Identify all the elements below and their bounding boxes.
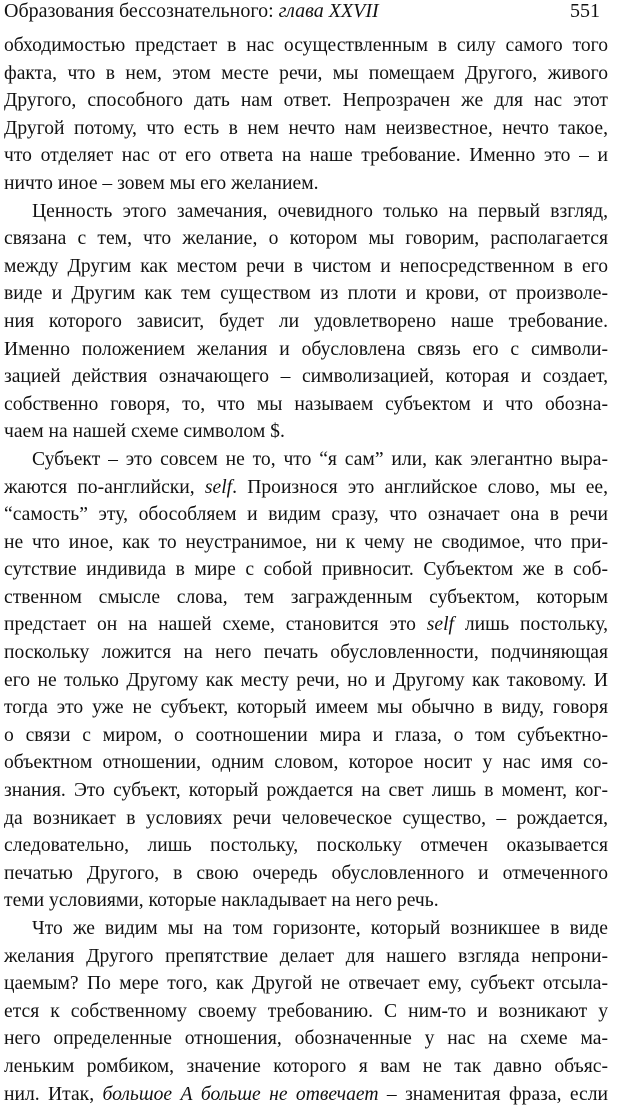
text-line: да возникает в условиях речи человеческое существо, – рождается, [4,807,608,829]
text-line: “самость” эту, обособляем и видим сразу, что означает она в речи [4,504,608,526]
paragraph [4,198,608,446]
running-title [4,0,379,22]
text-line: собственно говоря, то, что мы называем субъектом и что обозна- [4,393,608,415]
text-line: что отделяет нас от его ответа на наше требование. Именно это – и [4,145,608,167]
text-line: Другой потому, что есть в нем нечто нам неизвестное, нечто такое, [4,117,608,139]
body-text [4,32,608,1108]
text-line: цаемым? По мере того, как Другой не отвечает ему, субъект отсыла- [4,973,608,995]
text-line: связана с тем, что желание, о котором мы говорим, располагается [4,228,608,250]
text-line: не что иное, как то неустранимое, ни к чему не сводимое, что при- [4,531,608,553]
text-line: знания. Это субъект, который рождается на свет лишь в момент, ког- [4,780,608,802]
running-title-chapter: глава XXVII [278,0,379,22]
text-line: Что же видим мы на том горизонте, который возникшее в виде [32,918,608,939]
text-line: поскольку ложится на него печать обусловленности, подчиняющая [4,642,608,664]
text-line: желания Другого препятствие делает для нашего взгляда непрони- [4,945,608,967]
text-line: леньким ромбиком, значение которого я вам не так давно объяс- [4,1055,608,1077]
text-line: объектном отношении, одним словом, которое носит у нас имя со- [4,752,608,774]
italic-term: self [426,614,454,636]
text-line: чаем на нашей схеме символом $. [4,421,285,443]
italic-term: self [204,476,233,498]
text-line: предстает он на нашей схеме, становится это self лишь постольку, [4,614,608,636]
text-line: тогда это уже не субъект, который имеем мы обычно в виду, говоря [4,697,608,719]
paragraph [4,446,608,915]
running-header [4,0,608,32]
page-number: 551 [570,0,600,22]
text-line: его не только Другому как месту речи, но и Другому как таковому. И [4,669,608,691]
text-line: жаются по-английски, self. Произнося это английское слово, мы ее, [4,476,608,498]
paragraph [4,915,608,1108]
text-line: ничто иное – зовем мы его желанием. [4,172,319,194]
text-line: нил. Итак, большое А больше не отвечает – знаменитая фраза, если [4,1083,609,1105]
text-line: ния которого зависит, будет ли удовлетворено наше требование. [4,310,608,332]
text-line: зацией действия означающего – символизацией, которая и создает, [4,366,608,388]
text-line: Субъект – это совсем не то, что “я сам” или, как элегантно выра- [32,448,608,470]
text-line: ется к собственному своему требованию. С ним-то и возникают у [4,1000,608,1022]
paragraph [4,32,608,198]
text-line: сутствие индивида в мире с собой привносит. Субъектом же в соб- [4,559,608,581]
text-line: Именно положением желания и обусловлена связь его с символи- [4,338,608,360]
text-line: теми условиями, которые накладывает на него речь. [4,890,439,912]
italic-term: большое А больше не отвечает [102,1083,379,1105]
running-title-main: Образования бессознательного: [4,0,279,22]
text-line: о связи с миром, о соотношении мира и глаза, о том субъектно- [4,724,608,746]
text-line: следовательно, лишь постольку, поскольку отмечен оказывается [4,835,608,857]
text-line: Ценность этого замечания, очевидного только на первый взгляд, [32,200,608,222]
text-line: виде и Другим как тем существом из плоти и крови, от произволе- [4,283,608,305]
text-line: Другого, способного дать нам ответ. Непрозрачен же для нас этот [4,90,608,112]
text-line: него определенные отношения, обозначенные у нас на схеме ма- [4,1028,608,1050]
text-line: ственном смысле слова, тем загражденным субъектом, которым [4,586,608,608]
text-line: факта, что в нем, этом месте речи, мы помещаем Другого, живого [4,62,608,84]
text-line: между Другим как местом речи в чистом и непосредственном в его [4,255,608,277]
text-line: обходимостью предстает в нас осуществленным в силу самого того [4,35,608,56]
text-line: печатью Другого, в свою очередь обусловленного и отмеченного [4,862,608,884]
